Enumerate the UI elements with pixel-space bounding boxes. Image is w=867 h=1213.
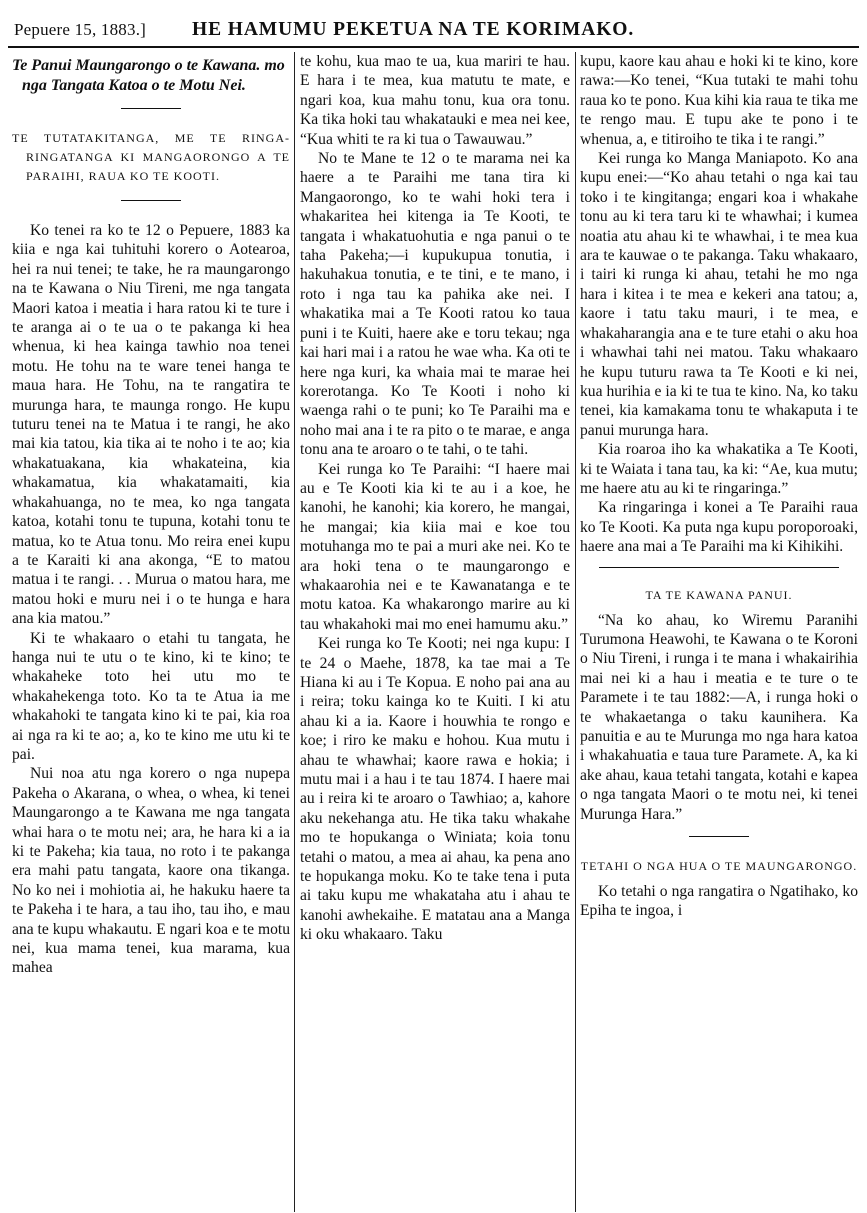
paragraph: No te Mane te 12 o te marama nei ka haere a te Paraihi me tana tira ki Mangaorongo, ko te wahi hoki tera i whakaritea hei kitenga ia Te Kooti, te tangata i whakatuohutia e nga panui o te taha Pakeha;—i kupukupua tonutia, i hakuhakua tonutia, e te tini, e te mano, i roto i nga tau ka pahika ake nei. I whakatika mai a Te Kooti ratou ko taua puni i te Kuiti, haere ake e toru tekau; nga kai hari mai i a ratou he wae wha. Ka oti te here nga kuri, ka whaia mai te marae hei korerotanga. Ko Te Kooti i noho ki waenga rahi o te puni; ko Te Paraihi ma e noho mai ana i te ra pito o te marae, e anga tonu ana te aroaro o te tahi, o te tahi. [300, 150, 570, 459]
section-rule [599, 567, 839, 568]
paragraph: Kei runga ko Te Paraihi: “I haere mai au e Te Kooti kia ki te au i a koe, he kanohi, he kanohi; kia korero, he mangai, he mangai; kia kiia mai e koe tou motuhanga mo te pai a muri ake nei. Ko te ara hoki tena o te maungarongo e whakaarohia nei e te Kawanatanga e te motu katoa. Ka whakarongo marire au ki tau whakahoki mai mo enei hamumu aku.” [300, 460, 570, 633]
newspaper-title: HE HAMUMU PEKETUA NA TE KORIMAKO. [192, 19, 635, 40]
masthead-rule [8, 46, 859, 48]
paragraph: kupu, kaore kau ahau e hoki ki te kino, kore rawa:—Ko tenei, “Kua tutaki te mahi tohu raua ko te pono. Kua kihi kia raua te tika me te rengo mau. E tupu ake te pono i te whenua, a, e titiroiho te tika i te rangi.” [580, 53, 858, 148]
paragraph: Ko tenei ra ko te 12 o Pepuere, 1883 ka kiia e nga kai tuhituhi korero o Aotearoa, hei ra nui tenei; te take, he ra maungarongo na te Kawana o Niu Tireni, me nga tangata Maori katoa i meatia i hara ratou ki te ture i te aranga ai o te ua o te pakanga ki hea whenua, ki hea kainga tawhio noa tenei motu. He tohu na te ware tenei hanga te maua hara. He Tohu, na te rangatira te murunga hara, te maunga rongo. He kupu tuturu tenei na te Matua i te rangi, he ako mai kia tatou, kia tika ai te noho i te ao; kia whakatuakana, kia whakateina, kia whakamatua, kia whakatamaiti, kia whakahuanga, no te mea, ko nga tangata katoa, kotahi tonu te tupuna, kotahi tonu te matua, ko te Atua tonu. Mo reira enei kupu a te Karaiti ki ana akonga, “E to matou matua i te rangi. . . Murua o matou hara, me matou hoki e muru nei i o te hunga e hara ana kia matou.” [12, 222, 290, 628]
panui-text: “Na ko ahau, ko Wiremu Paranihi Turumona Heawohi, te Kawana o te Koroni o Niu Tireni, i runga i te mana i whakairihia mai nei ki a hau i meatia e te ture o te Paramete i te tau 1882:—A, i runga hoki o te whakaetanga o taku kaunihera. Ka panuitia e au te Murunga mo nga hara katoa i whakahuatia e taua ture Paramete. A, ka ki ake ahau, kaua tetahi tangata, kotahi e kapea o nga tangata Maori o te motu nei, ki tenei Murunga Hara.” [580, 611, 858, 823]
issue-date: Pepuere 15, 1883.] [14, 20, 147, 39]
column-3 [580, 52, 858, 1210]
column-divider [575, 52, 576, 1212]
section-rule [689, 836, 749, 837]
article-subtitle: TE TUTATAKITANGA, ME TE RINGA-RINGATANGA KI MANGAORONGO A TE PARAIHI, RAUA KO TE KOOTI. [12, 131, 290, 183]
paragraph: Kei runga ko Te Kooti; nei nga kupu: I te 24 o Maehe, 1878, ka tae mai a Te Hiana ki au i Te Kopua. E noho pai ana au i reira; toku kainga ko te Kuiti. I ki atu ahau ki a ia. Kaore i houwhia te rongo e koe; i riro ke maku e hohou. Kua mutu i ahau te whawhai; kaore rawa e hokia; i mutu mai i a hau i te tau 1874. I haere mai au i reira ki te aroaro o Tawhiao; a, kahore aku nekehanga atu. He tika taku whakahe mo te hopukanga o Winiata; koia tonu tetahi o matou, a mea ai ahau, ka pena ano te hopukanga moku. Ko te take tena i puta ai taku kupu me whakataha atu i ahau te kanohi awhekaihe. E matatau ana a Manga ki oku whakaaro. Taku [300, 635, 570, 944]
masthead [8, 10, 859, 46]
paragraph: Ko tetahi o nga rangatira o Ngatihako, ko Epiha te ingoa, i [580, 883, 858, 920]
column-1 [12, 52, 290, 1210]
panui-heading: TA TE KAWANA PANUI. [645, 587, 793, 602]
column-2 [300, 52, 570, 1210]
paragraph: Nui noa atu nga korero o nga nupepa Pakeha o Akarana, o whea, o whea, ki tenei Maungarongo a te Kawana me nga tangata whai hara o te motu nei; ara, he hara ki a ia ki te Pakeha; kia taua, no roto i te pakanga era mahi patu tangata, kaore ona tikanga. No ko nei i mohiotia ai, he hakuku haere ta te Pakeha i te hara, a tau iho, tau iho, e mau ana te kupu whakautu. E ngari koa e te motu nei, kua mama tenei, kua marama, kua mahea [12, 765, 290, 977]
column-divider [294, 52, 295, 1212]
article-title: Te Panui Maungarongo o te Kawana. mo nga Tangata Katoa o te Motu Nei. [12, 57, 285, 94]
paragraph: te kohu, kua mao te ua, kua mariri te hau. E hara i te mea, kua matutu te mate, e ngari koa, kua mahu tonu, kua ora tonu. Ka tika hoki tau whakatauki e mea nei kee, “Kua whiti te ra ki tua o Tawauwau.” [300, 53, 570, 148]
section-rule [121, 200, 181, 201]
section-rule [121, 108, 181, 109]
paragraph: Kei runga ko Manga Maniapoto. Ko ana kupu enei:—“Ko ahau tetahi o nga kai tau toko i te kingitanga; engari koa i whakahe tonu au ki tera taru ki te whawhai; i kumea noatia atu ahau ki te whawhai, i te mea kua ara te kauwae o te pakanga. Taku whakaaro, i tairi ki runga ki ahau, tetahi he mo nga hara i kitea i te mea e kekeri ana tatou; a, kaore i tatu taku mauri, i te mea, e whakaharangia ana e te ture etahi o aku hoa i whawhai tahi nei matou. Taku whakaaro he kupu tuturu rawa ta Te Kooti e ki nei, kua hurihia e ia ki te tua te kino. Na, ko taku tenei, kia kamakama tonu te whakaputa i te panui murunga hara. [580, 150, 858, 439]
hua-heading: TETAHI O NGA HUA O TE MAUNGARONGO. [580, 859, 858, 874]
paragraph: Ki te whakaaro o etahi tu tangata, he hanga nui te utu o te kino, ki te kino; te whakaheke toto hei utu mo te whakahekenga toto. Ko ta te Atua ia me whakahoki te tangata kino ki te pai, kia roa ai nga ra ki te ao; a, ko te kino me utu ki te pai. [12, 629, 290, 763]
paragraph: Kia roaroa iho ka whakatika a Te Kooti, ki te Waiata i tana tau, ka ki: “Ae, kua mutu; me haere atu au ki te ringaringa.” [580, 441, 858, 497]
paragraph: Ka ringaringa i konei a Te Paraihi raua ko Te Kooti. Ka puta nga kupu poroporoaki, haere ana mai a Te Paraihi ma ki Kihikihi. [580, 499, 858, 556]
